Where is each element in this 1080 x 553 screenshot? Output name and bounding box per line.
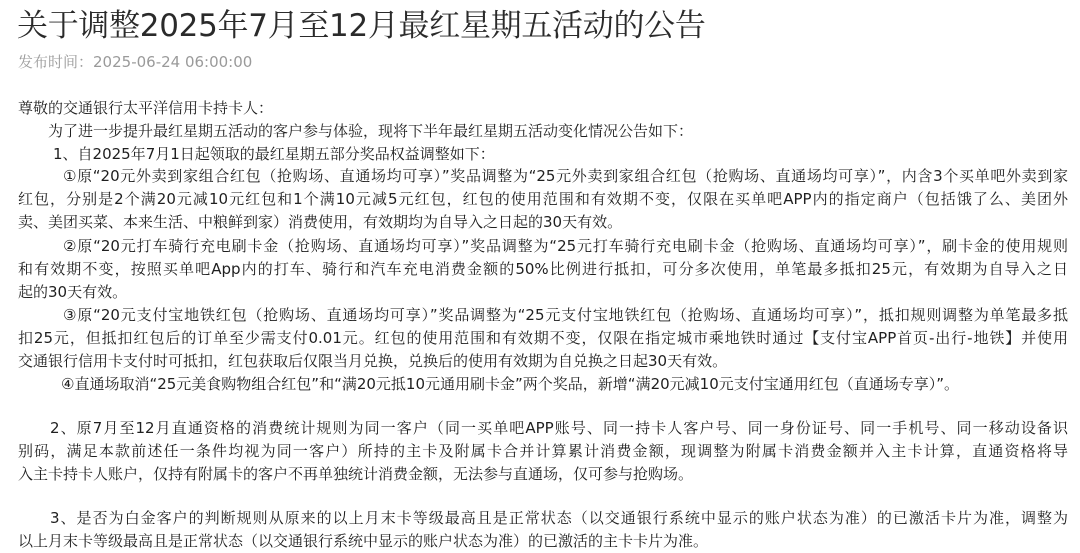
item-2-line-2: 和有效期不变，按照买单吧App内的打车、骑行和汽车充电消费金额的50%比例进行抵扣，可分多次使用，单笔最多抵扣25元，有效期为自导入之日: [18, 260, 1068, 278]
item-1-line-2: 红包，分别是2个满20元减10元红包和1个满10元减5元红包，红包的使用范围和有效期不变，仅限在买单吧APP内的指定商户（包括饿了么、美团外: [18, 190, 1068, 208]
section-2-line-2: 别码，满足本款前述任一条件均视为同一客户）所持的主卡及附属卡合并计算累计消费金额，现调整为附属卡消费金额并入主卡计算，直通资格将导: [18, 442, 1068, 460]
section-3-line-2: 以上月末卡等级最高且是正常状态（以交通银行系统中显示的账户状态为准）的已激活的主卡卡片为准。: [18, 532, 709, 550]
item-2-line-3: 起的30天有效。: [18, 283, 128, 301]
publish-info: [18, 53, 252, 71]
item-1-line-3: 卖、美团买菜、本来生活、中粮鲜到家）消费使用，有效期均为自导入之日起的30天有效。: [18, 213, 623, 231]
item-4-line-1: ④直通场取消“25元美食购物组合红包”和“满20元抵10元通用刷卡金”两个奖品，新增“满20元减10元支付宝通用红包（直通场专享）”。: [61, 375, 960, 393]
item-3-line-2: 扣25元，但抵扣红包后的订单至少需支付0.01元。红包的使用范围和有效期不变，仅限在指定城市乘地铁时通过【支付宝APP首页-出行-地铁】并使用: [18, 329, 1068, 347]
item-3-line-1: ③原“20元支付宝地铁红包（抢购场、直通场均可享）”奖品调整为“25元支付宝地铁红包（抢购场、直通场均可享）”，抵扣规则调整为单笔最多抵: [63, 306, 1068, 324]
section-2-line-3: 入主卡持卡人账户，仅持有附属卡的客户不再单独统计消费金额，无法参与直通场，仅可参与抢购场。: [18, 465, 694, 483]
section-2-line-1: 2、原7月至12月直通资格的消费统计规则为同一客户（同一买单吧APP账号、同一持卡人客户号、同一身份证号、同一手机号、同一移动设备识: [50, 419, 1068, 437]
publish-time: 2025-06-24 06:00:00: [93, 53, 253, 71]
section-3-line-1: 3、是否为白金客户的判断规则从原来的以上月末卡等级最高且是正常状态（以交通银行系统中显示的账户状态为准）的已激活卡片为准，调整为: [50, 509, 1068, 527]
page-title: 关于调整2025年7月至12月最红星期五活动的公告: [17, 8, 706, 44]
item-2-line-1: ②原“20元打车骑行充电刷卡金（抢购场、直通场均可享）”奖品调整为“25元打车骑行充电刷卡金（抢购场、直通场均可享）”，刷卡金的使用规则: [63, 237, 1068, 255]
intro-paragraph: 为了进一步提升最红星期五活动的客户参与体验，现将下半年最红星期五活动变化情况公告如下：: [48, 122, 694, 140]
greeting: 尊敬的交通银行太平洋信用卡持卡人：: [18, 99, 274, 117]
item-1-line-1: ①原“20元外卖到家组合红包（抢购场、直通场均可享）”奖品调整为“25元外卖到家组合红包（抢购场、直通场均可享）”，内含3个买单吧外卖到家: [63, 167, 1068, 185]
publish-label: 发布时间：: [18, 53, 94, 71]
section-1-heading: 1、自2025年7月1日起领取的最红星期五部分奖品权益调整如下：: [53, 145, 495, 163]
item-3-line-3: 交通银行信用卡支付时可抵扣，红包获取后仅限当月兑换，兑换后的使用有效期为自兑换之日起30天有效。: [18, 352, 728, 370]
